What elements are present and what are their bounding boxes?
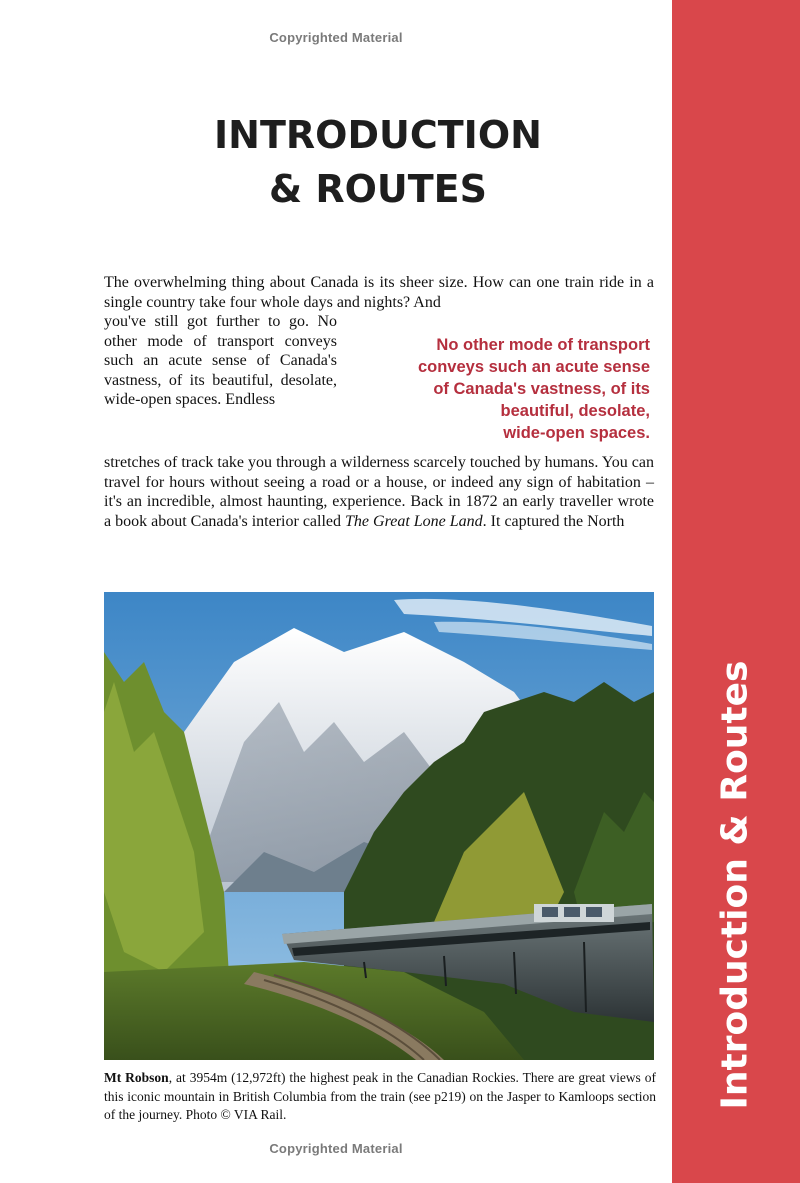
- body-text-span: stretches of track take you through a wilderness scarcely touched by humans. You can travel for hours without seeing a road or a house, or indeed any sign of habitation – it's an incredible, almost haunting, experience. Back in 1872 an early traveller wrote a book about Canada's interior called: [104, 454, 654, 530]
- body-paragraph-top: The overwhelming thing about Canada is its sheer size. How can one train ride in a single country take four whole days and nights? And: [104, 274, 654, 311]
- book-title-italic: The Great Lone Land: [345, 512, 483, 530]
- body-paragraph-bottom: [104, 453, 654, 531]
- body-paragraph-left-column: you've still got further to go. No other mode of transport conveys such an acute sense of Canada's vastness, of its beautiful, desolate, wide-open spaces. Endless: [104, 313, 337, 409]
- caption-text: , at 3954m (12,972ft) the highest peak in the Canadian Rockies. There are great views of this iconic mountain in British Columbia from the train (see p219) on the Jasper to Kamloops section of the journey. Photo © VIA Rail.: [104, 1070, 656, 1122]
- pull-quote: [350, 334, 650, 444]
- pull-quote-line: conveys such an acute sense: [417, 358, 650, 376]
- sidebar-chapter-label: Introduction & Routes: [714, 660, 756, 1110]
- pull-quote-line: of Canada's vastness, of its: [433, 380, 650, 398]
- pull-quote-line: No other mode of transport: [436, 336, 650, 354]
- photo-caption: [104, 1069, 656, 1125]
- caption-subject: Mt Robson: [104, 1070, 169, 1085]
- chapter-title-line-1: INTRODUCTION: [214, 113, 542, 157]
- copyright-notice-bottom: Copyrighted Material: [269, 1141, 403, 1156]
- mountain-train-photo: [104, 592, 654, 1060]
- copyright-notice-top: Copyrighted Material: [269, 30, 403, 45]
- body-text-span: . It captured the North: [482, 512, 625, 530]
- pull-quote-line: beautiful, desolate,: [500, 402, 650, 420]
- pull-quote-line: wide-open spaces.: [503, 424, 650, 442]
- chapter-title-line-2: & ROUTES: [268, 167, 488, 211]
- chapter-title: [100, 108, 656, 216]
